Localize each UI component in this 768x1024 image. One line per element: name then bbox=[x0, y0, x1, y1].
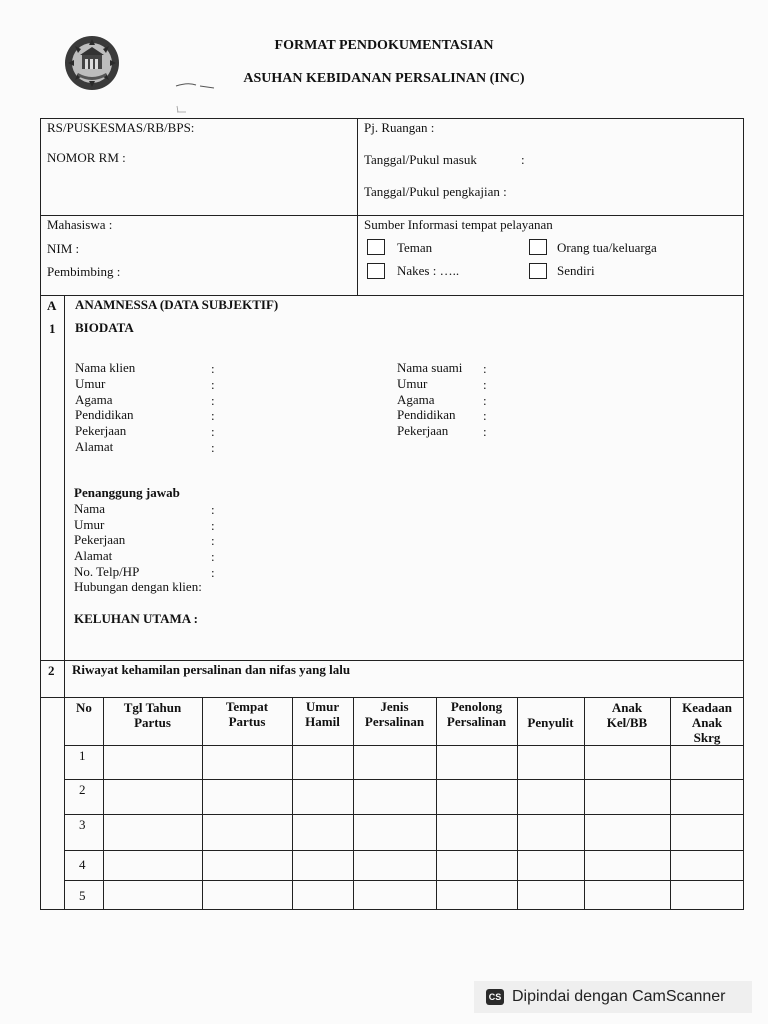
col-header-tempat: Tempat Partus bbox=[225, 699, 269, 729]
subsection-title: BIODATA bbox=[75, 320, 134, 335]
section-title: ANAMNESSA (DATA SUBJEKTIF) bbox=[75, 297, 279, 312]
scanner-watermark bbox=[474, 981, 752, 1013]
klien-field-agama: Agama bbox=[75, 392, 113, 407]
klien-field-pendidikan: Pendidikan bbox=[75, 407, 134, 422]
pj-field-telp: No. Telp/HP bbox=[74, 564, 140, 579]
klien-field-pekerjaan: Pekerjaan bbox=[75, 423, 127, 438]
document-subtitle: ASUHAN KEBIDANAN PERSALINAN (INC) bbox=[243, 71, 525, 86]
klien-field-alamat: Alamat bbox=[75, 439, 114, 454]
pj-field-hubungan: Hubungan dengan klien: bbox=[74, 579, 202, 594]
pj-field-nama: Nama bbox=[74, 501, 106, 516]
col-header-penolong: Penolong Persalinan bbox=[446, 699, 507, 729]
nomor-rm-label: NOMOR RM : bbox=[47, 150, 126, 165]
document-page: FORMAT PENDOKUMENTASIAN ASUHAN KEBIDANAN PERSALINAN (INC) RS/PUSKESMAS/RB/BPS: NOMOR RM : Pj. Ruangan : Tanggal/Pukul masuk : Tanggal/Pukul pengkajian : Mahasiswa : NIM : Pembimbing : Sumber Informasi tempat pelayanan Teman Orang tua/keluarga Nakes : ….. Sendiri A ANAMNESSA (DATA SUBJEKTIF) 1 BIODATA Nama klien Umur Agama Pendidikan Pekerjaan Alamat : : : : : : Nama suami Umur Agama Pendidikan Pekerjaan : : : : : Penanggung jawab Nama Umur Pekerjaan Alamat No. Telp/HP Hubungan dengan klien: : : : : : KELUHAN UTAMA : 2 Riwayat kehamilan persalinan dan nifas yang lalu No Tgl Tahun Partus Tempat Partus Umur Hamil Jenis Persalinan Penolong Persalinan Penyulit Anak Kel/BB Keadaan Anak Skrg 1 2 3 4 5 CS Dipindai dengan CamScanner bbox=[0, 0, 768, 1024]
klien-field-umur: Umur bbox=[75, 376, 106, 391]
option-orang-tua-label: Orang tua/keluarga bbox=[557, 240, 657, 255]
table-row-number: 2 bbox=[79, 782, 86, 797]
document-title: FORMAT PENDOKUMENTASIAN bbox=[274, 38, 494, 53]
mahasiswa-label: Mahasiswa : bbox=[47, 217, 113, 232]
col-header-jenis: Jenis Persalinan bbox=[364, 699, 425, 729]
tanggal-pengkajian-label: Tanggal/Pukul pengkajian : bbox=[364, 184, 507, 199]
option-teman-label: Teman bbox=[397, 240, 433, 255]
pj-ruangan-label: Pj. Ruangan : bbox=[364, 120, 435, 135]
checkbox-sendiri[interactable] bbox=[529, 263, 547, 279]
suami-field-agama: Agama bbox=[397, 392, 435, 407]
nim-label: NIM : bbox=[47, 241, 80, 256]
tanggal-masuk-label: Tanggal/Pukul masuk bbox=[364, 152, 477, 167]
colon: : bbox=[521, 152, 525, 167]
table-row-number: 3 bbox=[79, 817, 86, 832]
suami-field-pendidikan: Pendidikan bbox=[397, 407, 456, 422]
sumber-informasi-title: Sumber Informasi tempat pelayanan bbox=[364, 217, 553, 232]
pj-field-umur: Umur bbox=[74, 517, 105, 532]
keluhan-utama-label: KELUHAN UTAMA : bbox=[74, 611, 198, 626]
suami-field-umur: Umur bbox=[397, 376, 428, 391]
suami-field-nama: Nama suami bbox=[397, 360, 463, 375]
penanggung-jawab-title: Penanggung jawab bbox=[74, 485, 180, 500]
klien-field-nama: Nama klien bbox=[75, 360, 136, 375]
suami-field-pekerjaan: Pekerjaan bbox=[397, 423, 449, 438]
pj-field-alamat: Alamat bbox=[74, 548, 113, 563]
col-header-penyulit: Penyulit bbox=[527, 715, 574, 730]
option-nakes-label: Nakes : ….. bbox=[397, 263, 460, 278]
col-header-keadaan: Keadaan Anak Skrg bbox=[682, 700, 732, 745]
camscanner-icon: CS bbox=[486, 989, 504, 1005]
col-header-tgl: Tgl Tahun Partus bbox=[123, 700, 182, 730]
section-2-title: Riwayat kehamilan persalinan dan nifas yang lalu bbox=[72, 662, 351, 677]
table-row-number: 1 bbox=[79, 748, 86, 763]
pj-field-pekerjaan: Pekerjaan bbox=[74, 532, 126, 547]
col-header-no: No bbox=[76, 700, 92, 715]
table-row-number: 4 bbox=[79, 857, 86, 872]
pembimbing-label: Pembimbing : bbox=[47, 264, 121, 279]
checkbox-teman[interactable] bbox=[367, 239, 385, 255]
scanner-watermark-text: Dipindai dengan CamScanner bbox=[512, 988, 726, 1005]
col-header-umur-hamil: Umur Hamil bbox=[305, 699, 340, 729]
option-sendiri-label: Sendiri bbox=[557, 263, 595, 278]
section-2-number: 2 bbox=[48, 663, 55, 678]
section-letter: A bbox=[47, 298, 57, 313]
col-header-anak: Anak Kel/BB bbox=[606, 700, 648, 730]
pen-mark bbox=[174, 78, 218, 118]
form-frame bbox=[40, 118, 744, 910]
checkbox-nakes[interactable] bbox=[367, 263, 385, 279]
checkbox-orang-tua[interactable] bbox=[529, 239, 547, 255]
table-row-number: 5 bbox=[79, 888, 86, 903]
subsection-number: 1 bbox=[49, 321, 56, 336]
facility-label: RS/PUSKESMAS/RB/BPS: bbox=[47, 120, 195, 135]
